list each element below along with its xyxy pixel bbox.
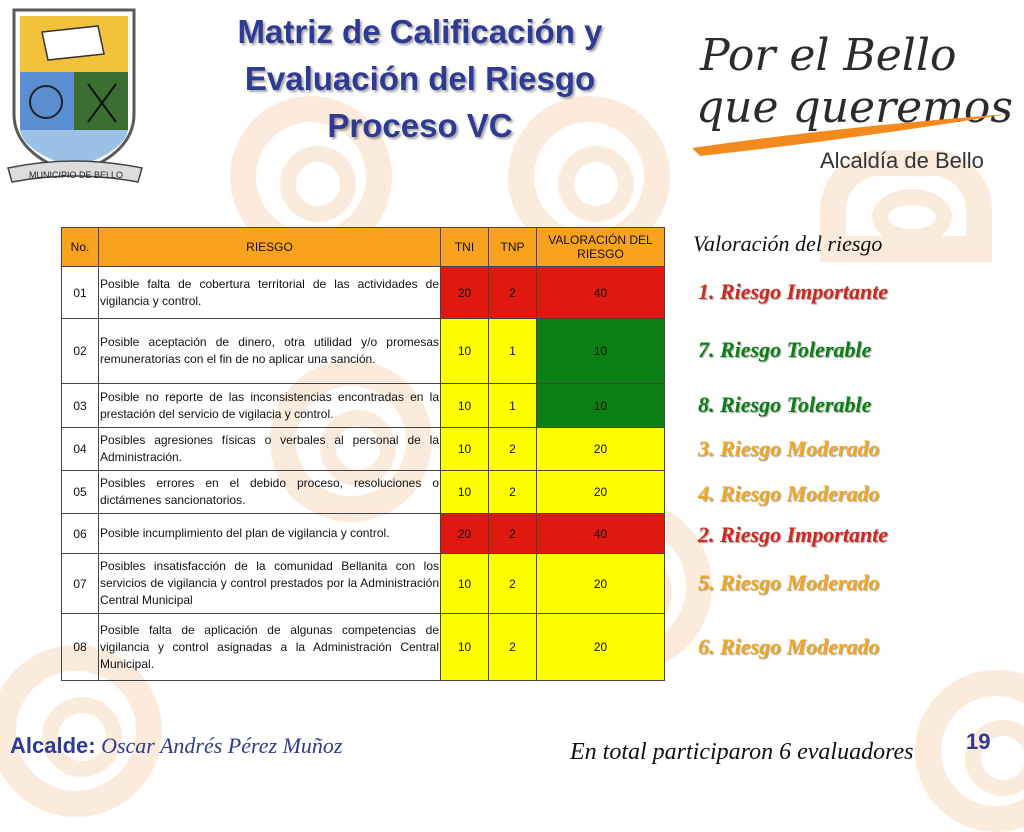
- alcaldia-de-bello-logo: [688, 18, 1018, 178]
- crest-banner-text: MUNICIPIO DE BELLO: [28, 170, 124, 180]
- brand-org-name: Alcaldía de Bello: [820, 148, 984, 173]
- header-tnp: TNP: [489, 228, 537, 267]
- table-row: [62, 384, 665, 428]
- cell-valoracion: 20: [537, 554, 665, 614]
- cell-riesgo: Posibles errores en el debido proceso, resoluciones o dictámenes sancionatorios.: [99, 471, 441, 514]
- header-no: No.: [62, 228, 99, 267]
- cell-no: 02: [62, 319, 99, 384]
- table-row: [62, 614, 665, 681]
- cell-tni: 10: [441, 554, 489, 614]
- legend-title: Valoración del riesgo: [693, 231, 883, 256]
- table-row: [62, 514, 665, 554]
- table-row: [62, 319, 665, 384]
- cell-valoracion: 20: [537, 428, 665, 471]
- cell-riesgo: Posible aceptación de dinero, otra utilidad y/o promesas remuneratorias con el fin de no aplicar una sanción.: [99, 319, 441, 384]
- cell-valoracion: 40: [537, 514, 665, 554]
- cell-tni: 20: [441, 267, 489, 319]
- table-row: [62, 267, 665, 319]
- cell-tnp: 2: [489, 614, 537, 681]
- legend-item-tolerable: 8. Riesgo Tolerable: [698, 392, 872, 417]
- legend-item-moderate: 4. Riesgo Moderado: [698, 481, 880, 506]
- table-header-row: [62, 228, 665, 267]
- cell-tnp: 1: [489, 319, 537, 384]
- legend-item-moderate: 6. Riesgo Moderado: [698, 634, 880, 659]
- cell-tnp: 2: [489, 471, 537, 514]
- cell-tni: 10: [441, 384, 489, 428]
- cell-riesgo: Posible incumplimiento del plan de vigilancia y control.: [99, 514, 441, 554]
- municipal-crest-logo: [6, 4, 146, 190]
- cell-riesgo: Posible falta de aplicación de algunas competencias de vigilancia y control asignadas a la Administración Central Municipal.: [99, 614, 441, 681]
- cell-riesgo: Posibles agresiones físicas o verbales al personal de la Administración.: [99, 428, 441, 471]
- risk-matrix-table: [61, 227, 665, 681]
- legend-item-tolerable: 7. Riesgo Tolerable: [698, 337, 872, 362]
- title-line: Proceso VC: [327, 107, 513, 144]
- cell-tni: 10: [441, 471, 489, 514]
- slogan-line-2: que queremos: [696, 82, 1013, 133]
- header-riesgo: RIESGO: [99, 228, 441, 267]
- cell-tnp: 2: [489, 428, 537, 471]
- table-row: [62, 471, 665, 514]
- cell-no: 04: [62, 428, 99, 471]
- cell-tnp: 2: [489, 514, 537, 554]
- legend-item-moderate: 3. Riesgo Moderado: [698, 436, 880, 461]
- mayor-label: Alcalde:: [10, 733, 96, 758]
- cell-no: 08: [62, 614, 99, 681]
- cell-tnp: 1: [489, 384, 537, 428]
- cell-tni: 10: [441, 319, 489, 384]
- page-number: 19: [966, 729, 991, 754]
- title-line: Matriz de Calificación y: [237, 13, 603, 50]
- cell-tnp: 2: [489, 267, 537, 319]
- table-row: [62, 428, 665, 471]
- slogan-line-1: Por el Bello: [700, 30, 957, 81]
- header-tni: TNI: [441, 228, 489, 267]
- cell-valoracion: 20: [537, 614, 665, 681]
- cell-riesgo: Posibles insatisfacción de la comunidad Bellanita con los servicios de vigilancia y control prestados por la Administración Central Municipal: [99, 554, 441, 614]
- cell-tnp: 2: [489, 554, 537, 614]
- cell-riesgo: Posible no reporte de las inconsistencias encontradas en la prestación del servicio de vigilacia y control.: [99, 384, 441, 428]
- legend-item-important: 2. Riesgo Importante: [698, 522, 889, 547]
- cell-tni: 10: [441, 428, 489, 471]
- header-valoracion: VALORACIÓN DEL RIESGO: [537, 228, 665, 267]
- slide-title: [160, 8, 680, 149]
- table-row: [62, 554, 665, 614]
- cell-valoracion: 40: [537, 267, 665, 319]
- cell-valoracion: 10: [537, 319, 665, 384]
- cell-no: 07: [62, 554, 99, 614]
- total-evaluators-note: En total participaron 6 evaluadores: [570, 739, 914, 765]
- title-line: Evaluación del Riesgo: [244, 60, 596, 97]
- cell-no: 03: [62, 384, 99, 428]
- cell-valoracion: 10: [537, 384, 665, 428]
- cell-valoracion: 20: [537, 471, 665, 514]
- cell-riesgo: Posible falta de cobertura territorial de las actividades de vigilancia y control.: [99, 267, 441, 319]
- cell-no: 05: [62, 471, 99, 514]
- cell-tni: 20: [441, 514, 489, 554]
- legend-item-important: 1. Riesgo Importante: [698, 279, 889, 304]
- mayor-name: Oscar Andrés Pérez Muñoz: [101, 733, 343, 758]
- legend-item-moderate: 5. Riesgo Moderado: [698, 570, 880, 595]
- mayor-credit: [10, 733, 342, 759]
- cell-no: 01: [62, 267, 99, 319]
- cell-tni: 10: [441, 614, 489, 681]
- cell-no: 06: [62, 514, 99, 554]
